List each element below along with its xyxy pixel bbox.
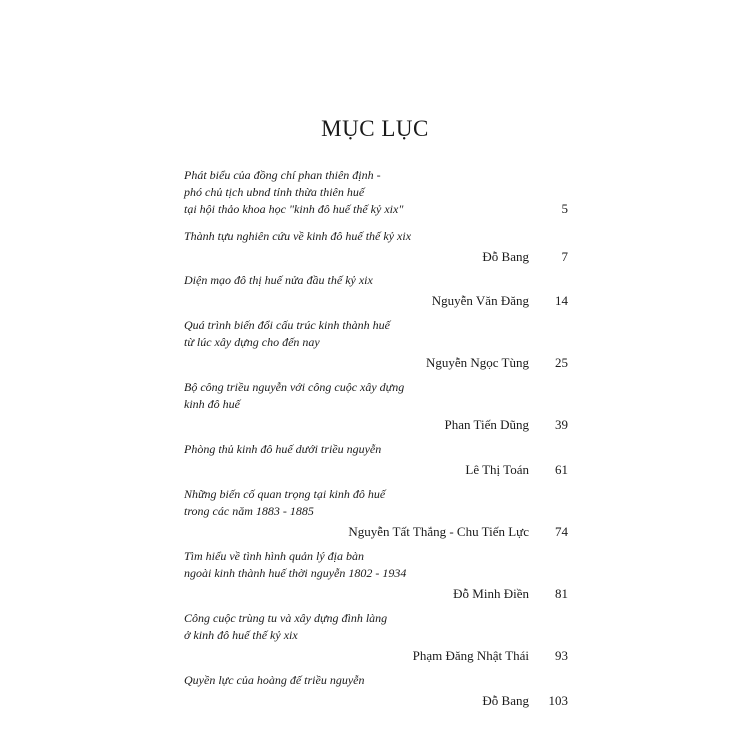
entry-title-line: ngoài kinh thành huế thời nguyễn 1802 - 1934 <box>184 566 407 580</box>
entry-page-number: 103 <box>548 693 568 708</box>
entry-page-number: 5 <box>561 201 568 216</box>
toc-entry <box>184 228 570 266</box>
entry-title-line: Bộ công triều nguyễn với công cuộc xây dựng <box>184 380 405 394</box>
entry-title-line: Quyền lực của hoàng đế triều nguyễn <box>184 673 365 687</box>
entry-title-line: Phát biểu của đồng chí phan thiên định - <box>184 168 381 182</box>
entry-author: Đỗ Minh Điền <box>453 586 529 601</box>
entry-author: Phạm Đăng Nhật Thái <box>412 648 529 663</box>
entry-page-number: 93 <box>555 648 568 663</box>
entry-page-number: 61 <box>555 462 568 477</box>
entry-author: Đỗ Bang <box>482 693 529 708</box>
entry-title-line: Phòng thủ kinh đô huế dưới triều nguyễn <box>184 442 382 456</box>
entry-title-line: tại hội thảo khoa học "kinh đô huế thế kỷ xix" <box>184 202 404 216</box>
entry-author: Nguyễn Ngọc Tùng <box>425 355 529 370</box>
entry-author: Phan Tiến Dũng <box>444 417 529 432</box>
toc-entry <box>184 379 570 434</box>
toc-entry <box>184 486 570 541</box>
toc-entry <box>184 672 570 710</box>
entry-title-line: Công cuộc trùng tu và xây dựng đình làng <box>184 611 388 625</box>
toc-entry <box>184 610 570 665</box>
toc-entry <box>184 548 570 603</box>
entry-title-line: Những biến cố quan trọng tại kinh đô huế <box>184 487 386 501</box>
toc-entry <box>184 441 570 479</box>
entry-page-number: 7 <box>561 249 568 264</box>
entry-page-number: 25 <box>555 355 568 370</box>
entry-title-line: kinh đô huế <box>184 397 240 411</box>
entry-title-line: ở kinh đô huế thế kỷ xix <box>184 628 298 642</box>
entry-page-number: 81 <box>555 586 568 601</box>
entry-title-line: Tìm hiểu về tình hình quản lý địa bàn <box>184 549 364 563</box>
entry-title-line: Diện mạo đô thị huế nửa đầu thế kỷ xix <box>184 273 373 287</box>
entry-title-line: từ lúc xây dựng cho đến nay <box>184 335 320 349</box>
entry-page-number: 14 <box>555 293 568 308</box>
entry-author: Lê Thị Toán <box>465 462 529 477</box>
entry-title-line: trong các năm 1883 - 1885 <box>184 504 314 518</box>
page-title: MỤC LỤC <box>321 116 429 141</box>
entry-title-line: Quá trình biến đổi cấu trúc kinh thành huế <box>184 318 390 332</box>
toc-entry <box>184 167 570 218</box>
entry-page-number: 39 <box>555 417 568 432</box>
entry-author: Đỗ Bang <box>482 249 529 264</box>
entry-page-number: 74 <box>555 524 568 539</box>
toc-entry <box>184 317 570 372</box>
entry-title-line: Thành tựu nghiên cứu về kinh đô huế thế kỷ xix <box>184 229 412 243</box>
entry-author: Nguyễn Văn Đăng <box>431 293 529 308</box>
table-of-contents <box>184 167 570 710</box>
entry-title-line: phó chủ tịch ubnd tỉnh thừa thiên huế <box>184 185 365 199</box>
entry-author: Nguyễn Tất Thắng - Chu Tiến Lực <box>348 524 529 539</box>
toc-entry <box>184 272 570 310</box>
